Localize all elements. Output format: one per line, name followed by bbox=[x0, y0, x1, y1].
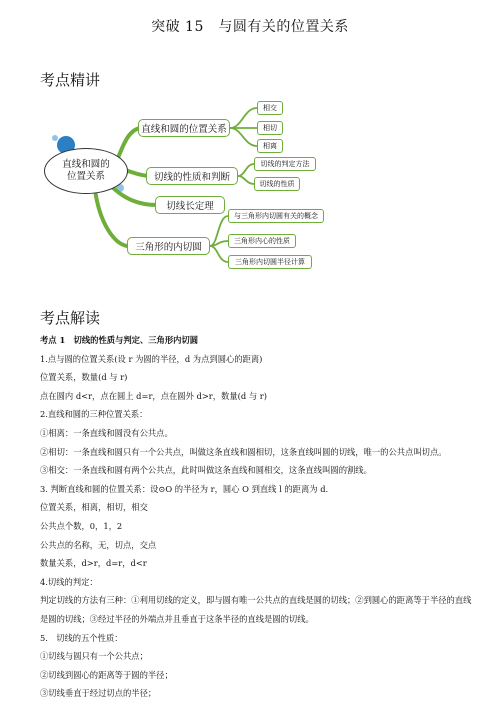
content-line: 点在圆内 d<r，点在圆上 d=r，点在圆外 d>r，数量(d 与 r) bbox=[40, 390, 267, 401]
content-line: ①相离：一条直线和圆没有公共点。 bbox=[40, 427, 173, 438]
content-line: ①切线与圆只有一个公共点； bbox=[40, 651, 148, 662]
mindmap-leaf-tangent-criteria: 切线的判定方法 bbox=[254, 157, 316, 171]
mindmap-leaf-separate: 相离 bbox=[257, 139, 283, 153]
mindmap-center-line1: 直线和圆的 bbox=[62, 159, 110, 170]
content-line: 位置关系，相离，相切，相交 bbox=[40, 502, 148, 513]
content-line: ③切线垂直于经过切点的半径； bbox=[40, 688, 157, 699]
content-line: 3. 判断直线和圆的位置关系：设⊙O 的半径为 r，圆心 O 到直线 l 的距离为 d. bbox=[40, 483, 329, 494]
page-title: 突破 15 与圆有关的位置关系 bbox=[151, 19, 349, 35]
content-line: 公共点的名称，无，切点，交点 bbox=[40, 539, 157, 550]
content-line: ②切线到圆心的距离等于圆的半径； bbox=[40, 669, 173, 680]
mindmap-center bbox=[44, 148, 128, 194]
section-heading-key-points: 考点精讲 bbox=[40, 71, 101, 89]
mindmap-leaf-incenter-nature: 三角形内心的性质 bbox=[228, 234, 296, 248]
content-line: 1.点与圆的位置关系(设 r 为圆的半径，d 为点到圆心的距离) bbox=[40, 353, 263, 364]
content-line: ②相切：一条直线和圆只有一个公共点，叫做这条直线和圆相切，这条直线叫圆的切线，唯一的公共点叫切点。 bbox=[40, 446, 447, 457]
content-line: 数量关系，d>r，d=r，d<r bbox=[40, 558, 147, 569]
mindmap-branch-incircle: 三角形的内切圆 bbox=[127, 237, 210, 255]
mindmap-leaf-tangent-nature: 切线的性质 bbox=[254, 177, 300, 191]
decor-bubble-tiny bbox=[52, 135, 58, 141]
mindmap-leaf-incircle-concepts: 与三角形内切圆有关的概念 bbox=[228, 209, 324, 223]
content-line: ③相交：一条直线和圆有两个公共点，此时叫做这条直线和圆相交，这条直线叫圆的割线。 bbox=[40, 465, 372, 476]
branch-line-2 bbox=[125, 170, 148, 176]
branch-line-4 bbox=[95, 190, 127, 246]
mindmap-leaf-tangent: 相切 bbox=[257, 121, 283, 135]
mindmap-branch-tangent-length: 切线长定理 bbox=[155, 196, 225, 214]
content-line: 判定切线的方法有三种：①利用切线的定义，即与圆有唯一公共点的直线是圆的切线；②到圆心的距离等于半径的直线是圆的切线；③经过半径的外端点并且垂直于这条半径的直线是圆的切线。 bbox=[40, 595, 472, 624]
mindmap-branch-tangent-properties: 切线的性质和判断 bbox=[146, 167, 238, 185]
content-line: 5. 切线的五个性质： bbox=[40, 632, 123, 643]
mindmap-leaf-inradius: 三角形内切圆半径计算 bbox=[228, 255, 312, 269]
mindmap-leaf-intersect: 相交 bbox=[257, 101, 283, 115]
section-heading-interpretation: 考点解读 bbox=[40, 309, 101, 327]
content-line: 位置关系，数量(d 与 r) bbox=[40, 372, 128, 383]
mindmap-center-line2: 位置关系 bbox=[66, 171, 105, 182]
kp1-heading: 考点 1 切线的性质与判定、三角形内切圆 bbox=[40, 335, 199, 345]
content-body bbox=[40, 331, 476, 703]
content-line: 4.切线的判定： bbox=[40, 576, 98, 587]
branch-line-1 bbox=[118, 128, 140, 158]
mindmap-branch-line-circle-relation: 直线和圆的位置关系 bbox=[138, 119, 230, 137]
content-line: 2.直线和圆的三种位置关系： bbox=[40, 409, 148, 420]
content-line: 公共点个数，0，1，2 bbox=[40, 520, 123, 531]
